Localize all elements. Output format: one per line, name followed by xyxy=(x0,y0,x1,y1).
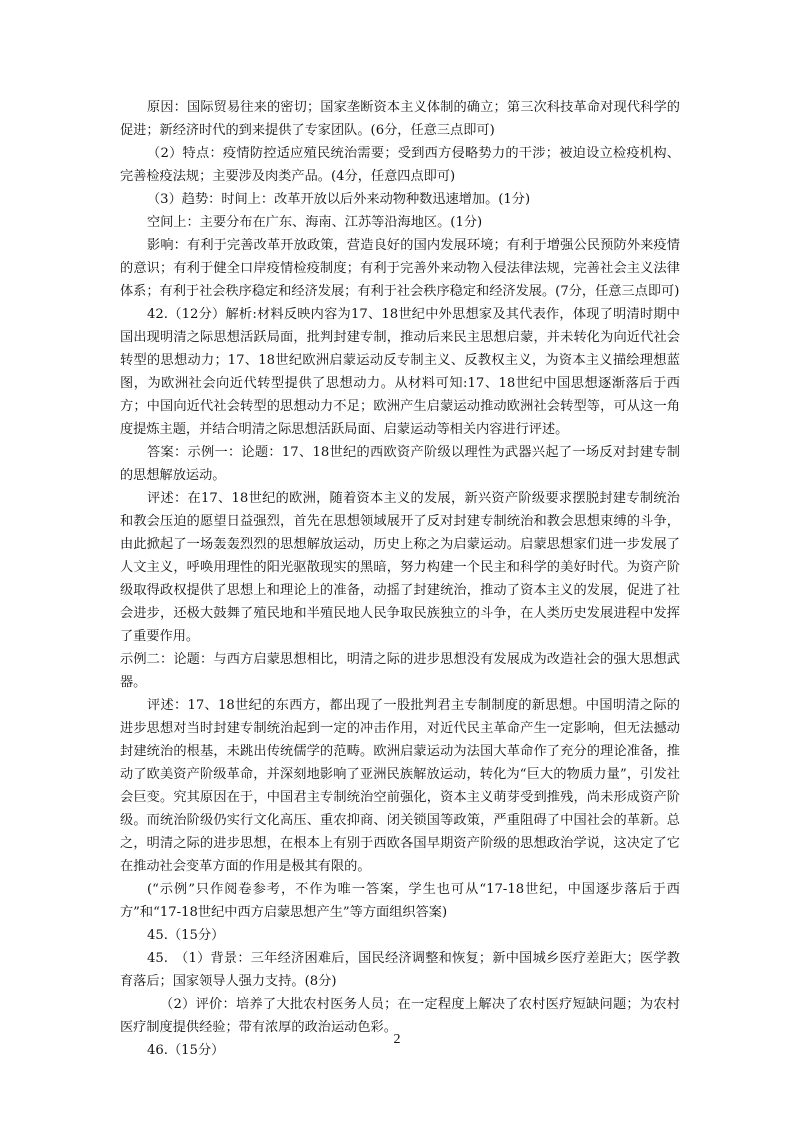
example-2-commentary: 评述：17、18世纪的东西方，都出现了一股批判君主专制制度的新思想。中国明清之际的进步思想对当时封建专制统治起到一定的冲击作用，对近代民主革命产生一定影响，但无法撼动封建统治的根基，未跳出传统儒学的范畴。欧洲启蒙运动为法国大革命作了充分的理论准备，推动了欧美资产阶级革命，并深刻地影响了亚洲民族解放运动，转化为“巨大的物质力量”，引发社会巨变。究其原因在于，中国君主专制统治空前强化，资本主义萌芽受到推残，尚未形成资产阶级。而统治阶级仍实行文化高压、重农抑商、闭关锁国等政策，严重阻碍了中国社会的革新。总之，明清之际的进步思想，在根本上有别于西欧各国早期资产阶级的思想政治学说，这决定了它在推动社会变革方面的作用是极其有限的。 xyxy=(120,698,680,874)
answer-paragraph: （2）特点：疫情防控适应殖民统治需要；受到西方侵略势力的干涉；被迫设立检疫机构、完善检疫法规；主要涉及肉类产品。(4分，任意四点即可) xyxy=(120,146,680,184)
question-46-heading: 46.（15分） xyxy=(147,1043,225,1058)
question-45-part2: （2）评价：培养了大批农村医务人员；在一定程度上解决了农村医疗短缺问题；为农村医疗制度提供经验；带有浓厚的政治运动色彩。 xyxy=(120,997,680,1035)
answer-paragraph: 原因：国际贸易往来的密切；国家垄断资本主义体制的确立；第三次科技革命对现代科学的促进；新经济时代的到来提供了专家团队。(6分，任意三点即可) xyxy=(120,100,680,138)
question-45-part1: 45. （1）背景：三年经济困难后，国民经济调整和恢复；新中国城乡医疗差距大；医学教育落后；国家领导人强力支持。(8分) xyxy=(120,951,680,989)
example-1-commentary: 评述：在17、18世纪的欧洲，随着资本主义的发展，新兴资产阶级要求摆脱封建专制统治和教会压迫的愿望日益强烈，首先在思想领域展开了反对封建专制统治和教会思想束缚的斗争，由此掀起了一场轰轰烈烈的思想解放运动，历史上称之为启蒙运动。启蒙思想家们进一步发展了人文主义，呼唤用理性的阳光驱散现实的黑暗，努力构建一个民主和科学的美好时代。为资产阶级取得政权提供了思想上和理论上的准备，动摇了封建统治，推动了资本主义的发展，促进了社会进步，还极大鼓舞了殖民地和半殖民地人民争取民族独立的斗争，在人类历史发展进程中发挥了重要作用。 xyxy=(120,491,680,644)
answer-paragraph: 影响：有利于完善改革开放政策，营造良好的国内发展环境；有利于增强公民预防外来疫情的意识；有利于健全口岸疫情检疫制度；有利于完善外来动物入侵法律法规，完善社会主义法律体系；有利于社会秩序稳定和经济发展；有利于社会秩序稳定和经济发展。(7分，任意三点即可) xyxy=(120,238,680,299)
example-2-thesis: 示例二：论题：与西方启蒙思想相比，明清之际的进步思想没有发展成为改造社会的强大思想武器。 xyxy=(120,652,680,690)
grading-note: (“示例”只作阅卷参考，不作为唯一答案，学生也可从“17-18世纪，中国逐步落后于西方”和“17-18世纪中西方启蒙思想产生”等方面组织答案) xyxy=(120,882,680,920)
answer-paragraph: （3）趋势：时间上：改革开放以后外来动物种数迅速增加。(1分) xyxy=(147,192,531,207)
answer-paragraph: 空间上：主要分布在广东、海南、江苏等沿海地区。(1分) xyxy=(147,215,483,230)
page-number: 2 xyxy=(393,1032,401,1047)
answer-text-body xyxy=(120,96,680,1062)
question-45-heading: 45.（15分） xyxy=(147,928,225,943)
example-1-thesis: 答案：示例一：论题：17、18世纪的西欧资产阶级以理性为武器兴起了一场反对封建专制的思想解放运动。 xyxy=(120,445,680,483)
question-42-analysis: 42.（12分）解析:材料反映内容为17、18世纪中外思想家及其代表作，体现了明清时期中国出现明清之际思想活跃局面，批判封建专制，推动后来民主思想启蒙，并未转化为向近代社会转型的思想动力；17、18世纪欧洲启蒙运动反专制主义、反教权主义，为资本主义描绘理想蓝图，为欧洲社会向近代转型提供了思想动力。从材料可知:17、18世纪中国思想逐渐落后于西方；中国向近代社会转型的思想动力不足；欧洲产生启蒙运动推动欧洲社会转型等，可从这一角度提炼主题，并结合明清之际思想活跃局面、启蒙运动等相关内容进行评述。 xyxy=(120,307,680,437)
